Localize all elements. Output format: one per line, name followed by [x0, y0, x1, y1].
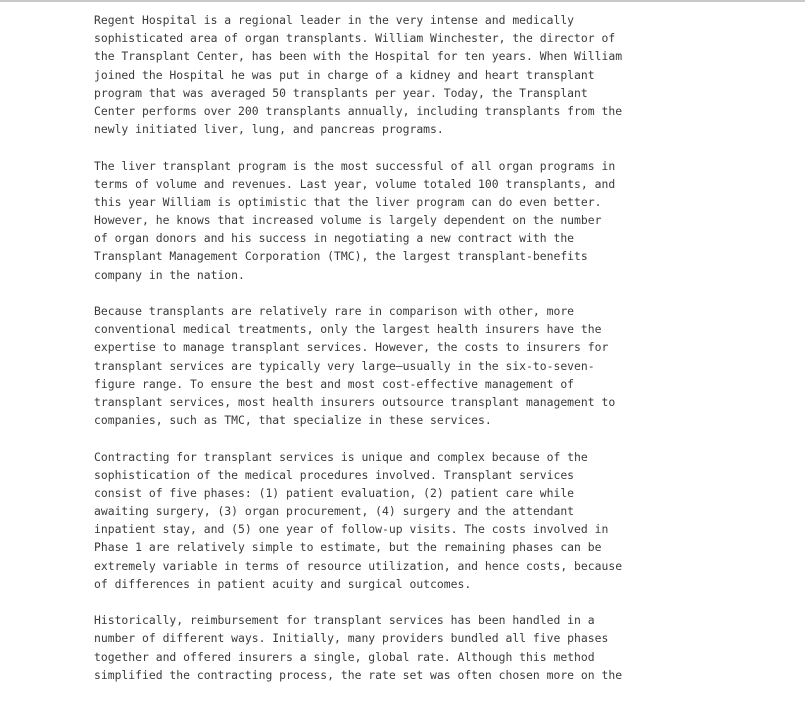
- text-line: However, he knows that increased volume is largely dependent on the number: [94, 213, 602, 228]
- text-line: of differences in patient acuity and surgical outcomes.: [94, 576, 472, 591]
- text-line: Transplant Management Corporation (TMC), the largest transplant-benefits: [94, 249, 588, 264]
- text-line: program that was averaged 50 transplants per year. Today, the Transplant: [94, 85, 588, 100]
- text-line: Center performs over 200 transplants annually, including transplants from the: [94, 103, 623, 118]
- document-body: [94, 11, 794, 702]
- text-line: the Transplant Center, has been with the Hospital for ten years. When William: [94, 49, 623, 64]
- text-line: companies, such as TMC, that specialize in these services.: [94, 413, 492, 428]
- text-line: transplant services, most health insurers outsource transplant management to: [94, 394, 616, 409]
- paragraph-3: [94, 302, 794, 429]
- text-line: company in the nation.: [94, 267, 245, 282]
- text-line: Regent Hospital is a regional leader in the very intense and medically: [94, 13, 575, 27]
- text-line: newly initiated liver, lung, and pancreas programs.: [94, 122, 444, 137]
- text-line: Contracting for transplant services is unique and complex because of the: [94, 449, 588, 464]
- text-line: this year William is optimistic that the liver program can do even better.: [94, 194, 602, 209]
- text-line: Phase 1 are relatively simple to estimate, but the remaining phases can be: [94, 540, 602, 555]
- paragraph-1: [94, 11, 794, 138]
- text-line: conventional medical treatments, only the largest health insurers have the: [94, 322, 602, 337]
- paragraph-5: [94, 611, 794, 684]
- text-line: inpatient stay, and (5) one year of follow-up visits. The costs involved in: [94, 522, 609, 537]
- text-line: The liver transplant program is the most successful of all organ programs in: [94, 158, 616, 173]
- text-line: terms of volume and revenues. Last year, volume totaled 100 transplants, and: [94, 176, 616, 191]
- text-line: joined the Hospital he was put in charge of a kidney and heart transplant: [94, 67, 595, 82]
- text-line: consist of five phases: (1) patient evaluation, (2) patient care while: [94, 485, 575, 500]
- text-line: Because transplants are relatively rare in comparison with other, more: [94, 304, 575, 318]
- text-line: sophistication of the medical procedures involved. Transplant services: [94, 467, 575, 482]
- text-line: expertise to manage transplant services. However, the costs to insurers for: [94, 340, 609, 355]
- text-line: transplant services are typically very large—usually in the six-to-seven-: [94, 358, 595, 373]
- text-line: simplified the contracting process, the rate set was often chosen more on the: [94, 667, 623, 682]
- text-line: of organ donors and his success in negotiating a new contract with the: [94, 231, 575, 246]
- text-line: sophisticated area of organ transplants. William Winchester, the director of: [94, 31, 616, 46]
- text-line: number of different ways. Initially, many providers bundled all five phases: [94, 631, 609, 646]
- text-line: figure range. To ensure the best and most cost-effective management of: [94, 376, 575, 391]
- top-border: [0, 0, 805, 2]
- text-line: extremely variable in terms of resource utilization, and hence costs, because: [94, 558, 623, 573]
- paragraph-2: [94, 157, 794, 284]
- text-line: awaiting surgery, (3) organ procurement, (4) surgery and the attendant: [94, 504, 575, 519]
- text-line: together and offered insurers a single, global rate. Although this method: [94, 649, 595, 664]
- text-line: Historically, reimbursement for transplant services has been handled in a: [94, 613, 595, 628]
- paragraph-4: [94, 448, 794, 594]
